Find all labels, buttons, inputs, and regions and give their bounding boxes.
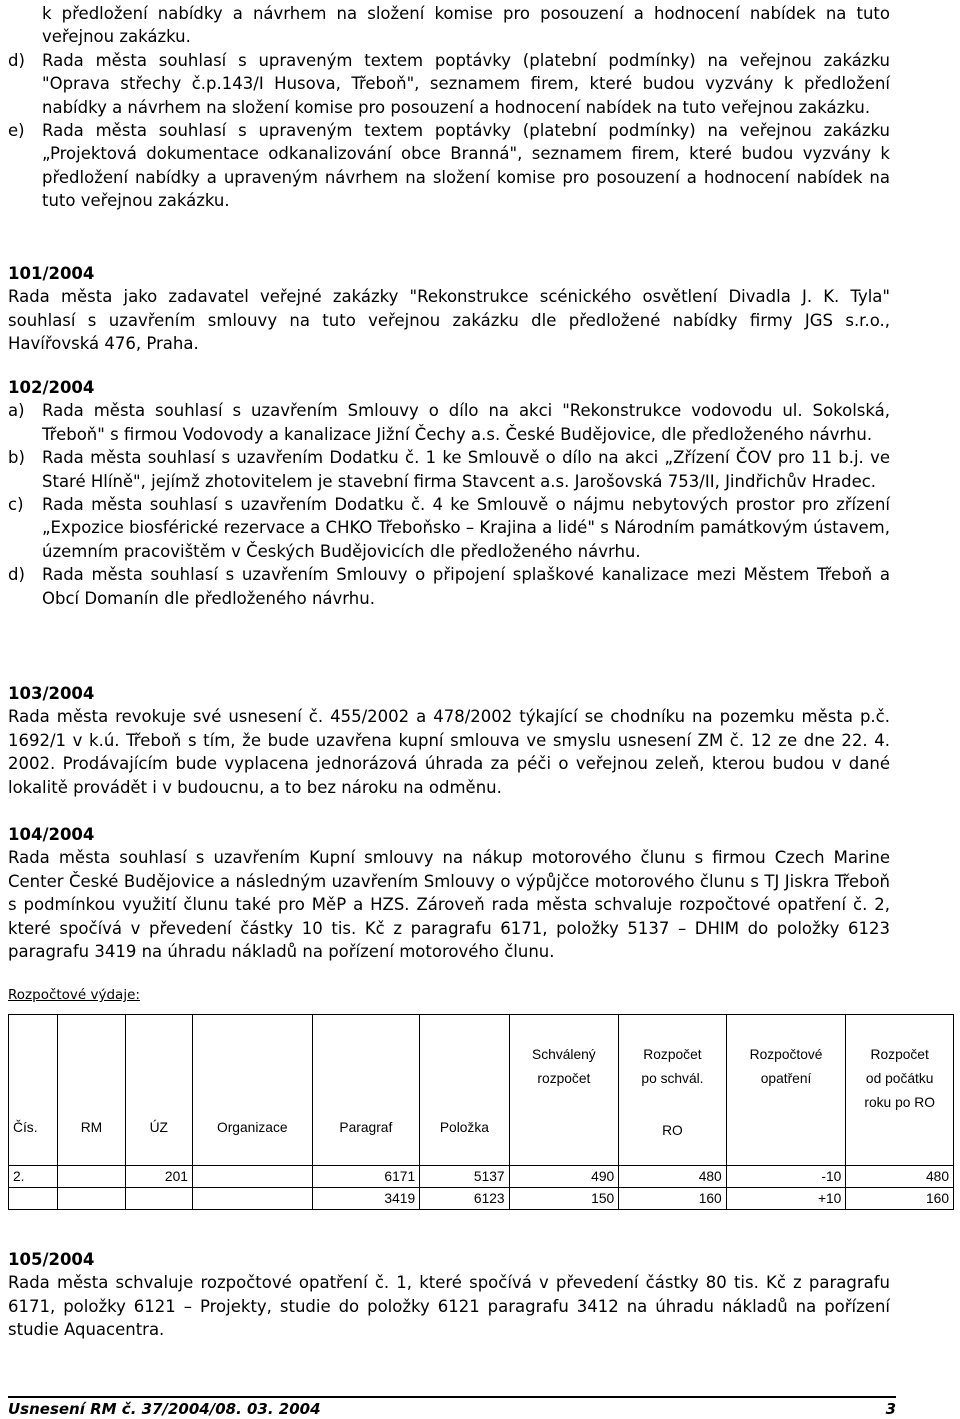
continuation-paragraph: k předložení nabídky a návrhem na složení komise pro posouzení a hodnocení nabídek na tuto veřejnou zakázku. (42, 4, 890, 47)
header-uz: ÚZ (125, 1015, 192, 1166)
item-c (8, 493, 890, 563)
budget-label: Rozpočtové výdaje: (8, 987, 140, 1003)
item-label: a) (8, 401, 25, 421)
header-line: Schválený (532, 1047, 596, 1062)
header-line: od počátku (865, 1071, 934, 1086)
header-od-pocatku (846, 1015, 954, 1166)
item-d (8, 49, 890, 119)
cell-polozka: 5137 (420, 1166, 509, 1188)
resolution-heading: 104/2004 (8, 825, 95, 844)
item-label: c) (8, 495, 24, 515)
resolution-text: Rada města jako zadavatel veřejné zakázky "Rekonstrukce scénického osvětlení Divadla J. K. Tyla" souhlasí s uzavřením smlouvy na tuto veřejnou zakázku dle předložené nabídky firmy JGS s.r.o., Havířovská 476, Praha. (8, 287, 890, 354)
item-text: Rada města souhlasí s uzavřením Dodatku č. 1 ke Smlouvě o dílo na akci „Zřízení ČOV pro 11 b.j. ve Staré Hlíně", jejímž zhotovitelem je stavební firma Stavcent a.s. Jarošovská 753/II, Jindřichův Hradec. (42, 448, 890, 491)
item-d (8, 563, 890, 610)
header-schvaleny (509, 1015, 619, 1166)
table-header-row (9, 1015, 954, 1166)
resolution-heading: 102/2004 (8, 378, 95, 397)
item-label: d) (8, 565, 25, 585)
item-label: d) (8, 50, 25, 70)
cell-opatreni: -10 (726, 1166, 846, 1188)
item-label: e) (8, 121, 25, 141)
header-line: Rozpočet (870, 1047, 929, 1062)
resolution-text: Rada města souhlasí s uzavřením Kupní smlouvy na nákup motorového člunu s firmou Czech Marine Center České Budějovice a následným uzavřením Smlouvy o výpůjčce motorového člunu s TJ Jiskra Třeboň s podmínkou využití člunu také pro MěP a HZS. Zároveň rada města schvaluje rozpočtové opatření č. 2, které spočívá v převedení částky 10 tis. Kč z paragrafu 6171, položky 5137 – DHIM do položky 6123 paragrafu 3419 na úhradu nákladů na pořízení motorového člunu. (8, 848, 890, 962)
item-a (8, 399, 890, 446)
cell-cis (9, 1188, 58, 1210)
resolution-heading: 101/2004 (8, 264, 95, 283)
page-number: 3 (885, 1400, 896, 1418)
header-line: Rozpočtové (749, 1047, 823, 1062)
cell-org (192, 1188, 312, 1210)
header-organizace: Organizace (192, 1015, 312, 1166)
header-rm: RM (58, 1015, 125, 1166)
resolution-103 (8, 682, 890, 799)
item-e (8, 119, 890, 213)
resolution-101 (8, 262, 890, 356)
item-text: Rada města souhlasí s uzavřením Smlouvy o dílo na akci "Rekonstrukce vodovodu ul. Sokolská, Třeboň" s firmou Vodovody a kanalizace Jižní Čechy a.s. České Budějovice, dle předloženého návrhu. (42, 401, 890, 444)
resolution-heading: 105/2004 (8, 1250, 95, 1269)
cell-schvaleny: 490 (509, 1166, 619, 1188)
header-line: Rozpočet (643, 1047, 702, 1062)
header-paragraf: Paragraf (312, 1015, 420, 1166)
resolution-104 (8, 823, 890, 963)
item-label: b) (8, 448, 25, 468)
cell-od-pocatku: 160 (846, 1188, 954, 1210)
header-line: opatření (760, 1071, 812, 1086)
continuation-section (8, 2, 890, 213)
item-text: Rada města souhlasí s upraveným textem poptávky (platební podmínky) na veřejnou zakázku "Oprava střechy č.p.143/I Husova, Třeboň", seznamem firem, které budou vyzvány k předložení nabídky a návrhem na složení komise pro posouzení a hodnocení nabídek na tuto veřejnou zakázku. (42, 50, 890, 117)
resolution-105 (8, 1248, 890, 1342)
table-row (9, 1166, 954, 1188)
page-footer (8, 1396, 896, 1418)
cell-po-schvaleni: 480 (619, 1166, 727, 1188)
cell-opatreni: +10 (726, 1188, 846, 1210)
item-text: Rada města souhlasí s uzavřením Dodatku č. 4 ke Smlouvě o nájmu nebytových prostor pro zřízení „Expozice biosférické rezervace a CHKO Třeboňsko – Krajina a lidé" s Národním památkovým ústavem, územním pracovištěm v Českých Budějovicích dle předloženého návrhu. (42, 495, 890, 561)
cell-cis: 2. (9, 1166, 58, 1188)
resolution-heading: 103/2004 (8, 684, 95, 703)
header-line: RO (662, 1123, 683, 1138)
footer-title: Usnesení RM č. 37/2004/08. 03. 2004 (8, 1400, 321, 1418)
cell-paragraf: 6171 (312, 1166, 420, 1188)
cell-rm (58, 1188, 125, 1210)
cell-od-pocatku: 480 (846, 1166, 954, 1188)
cell-uz (125, 1188, 192, 1210)
resolution-text: Rada města schvaluje rozpočtové opatření č. 1, které spočívá v převedení částky 80 tis. Kč z paragrafu 6171, položky 6121 – Projekty, studie do položky 6121 paragrafu 3412 na úhradu nákladů na pořízení studie Aquacentra. (8, 1273, 890, 1340)
header-opatreni (726, 1015, 846, 1166)
cell-schvaleny: 150 (509, 1188, 619, 1210)
cell-polozka: 6123 (420, 1188, 509, 1210)
cell-po-schvaleni: 160 (619, 1188, 727, 1210)
cell-paragraf: 3419 (312, 1188, 420, 1210)
header-cis: Čís. (9, 1015, 58, 1166)
header-line: rozpočet (537, 1071, 591, 1086)
header-polozka: Položka (420, 1015, 509, 1166)
cell-rm (58, 1166, 125, 1188)
header-line: roku po RO (864, 1095, 935, 1110)
item-text: Rada města souhlasí s upraveným textem poptávky (platební podmínky) na veřejnou zakázku „Projektová dokumentace odkanalizování obce Branná", seznamem firem, které budou vyzvány k předložení nabídky a upraveným návrhem na složení komise pro posouzení a hodnocení nabídek na tuto veřejnou zakázku. (42, 121, 890, 211)
budget-table (8, 1014, 954, 1210)
header-po-schvaleni (619, 1015, 727, 1166)
resolution-102 (8, 376, 890, 610)
item-b (8, 446, 890, 493)
resolution-text: Rada města revokuje své usnesení č. 455/2002 a 478/2002 týkající se chodníku na pozemku města p.č. 1692/1 v k.ú. Třeboň s tím, že bude uzavřena kupní smlouva ve smyslu usnesení ZM č. 12 ze dne 22. 4. 2002. Prodávajícím bude vyplacena jednorázová úhrada za péči o veřejnou zeleň, kterou budou v dané lokalitě provádět i v budoucnu, a to bez nároku na odměnu. (8, 707, 890, 797)
cell-org (192, 1166, 312, 1188)
cell-uz: 201 (125, 1166, 192, 1188)
table-row (9, 1188, 954, 1210)
item-text: Rada města souhlasí s uzavřením Smlouvy o připojení splaškové kanalizace mezi Městem Třeboň a Obcí Domanín dle předloženého návrhu. (42, 565, 890, 608)
header-line: po schvál. (641, 1071, 704, 1086)
